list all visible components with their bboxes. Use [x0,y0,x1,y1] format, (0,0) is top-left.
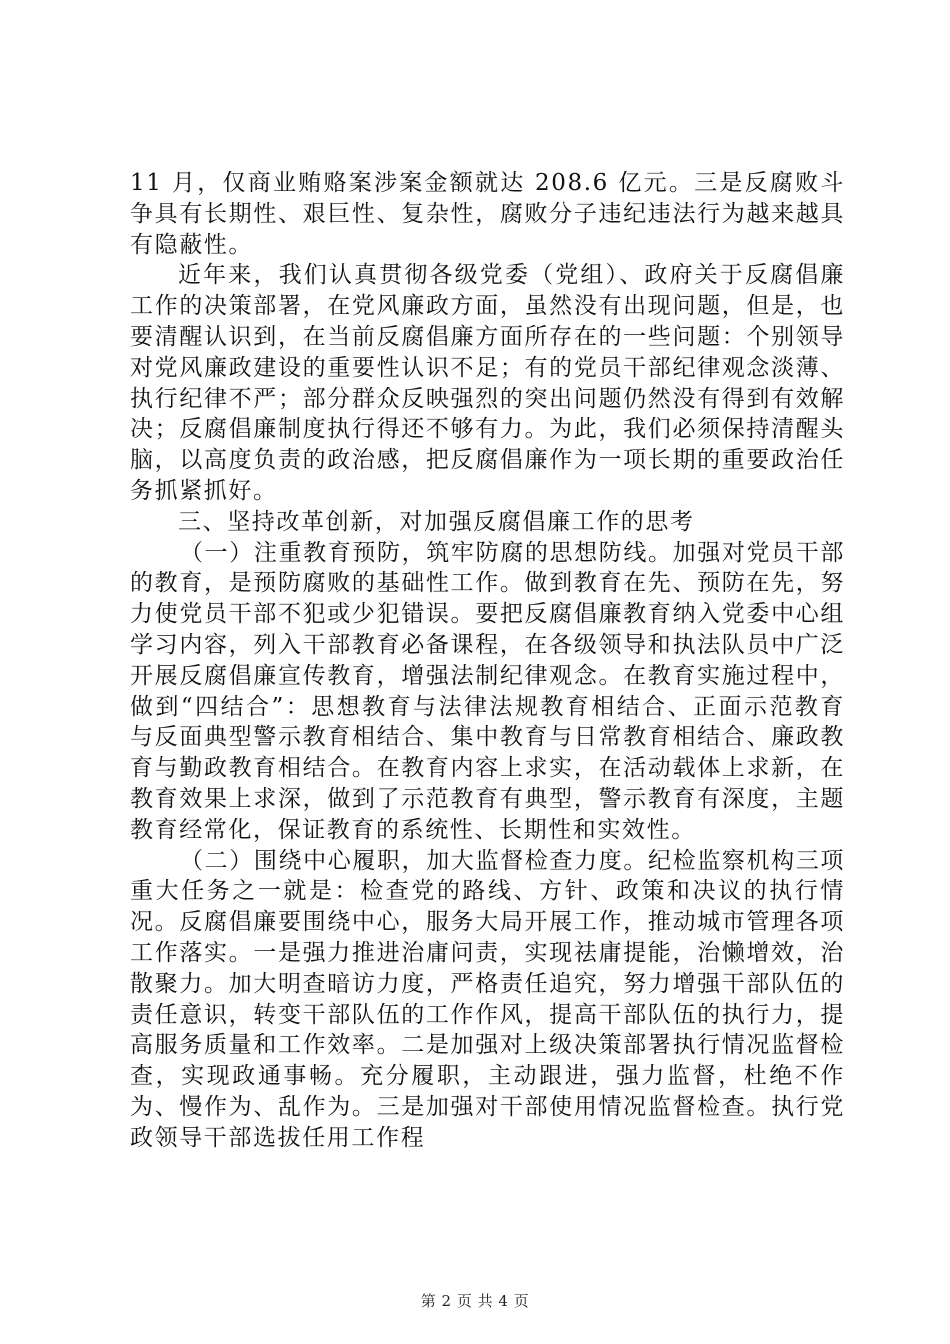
page-footer: 第 2 页 共 4 页 [420,1292,530,1310]
section-heading-three: 三、坚持改革创新，对加强反腐倡廉工作的思考 [178,508,695,535]
paragraph-supervision-inspection: （二）围绕中心履职，加大监督检查力度。纪检监察机构三项重大任务之一就是：检查党的路线、方针、政策和决议的执行情况。反腐倡廉要围绕中心，服务大局开展工作，推动城市管理各项工作落实。一是强力推进治庸问责，实现祛庸提能，治懒增效，治散聚力。加大明查暗访力度，严格责任追究，努力增强干部队伍的责任意识，转变干部队伍的工作作风，提高干部队伍的执行力，提高服务质量和工作效率。二是加强对上级决策部署执行情况监督检查，实现政通事畅。充分履职，主动跟进，强力监督，杜绝不作为、慢作为、乱作为。三是加强对干部使用情况监督检查。执行党政领导干部选拔任用工作程 [130,847,845,1151]
paragraph-education-prevention: （一）注重教育预防，筑牢防腐的思想防线。加强对党员干部的教育，是预防腐败的基础性工作。做到教育在先、预防在先，努力使党员干部不犯或少犯错误。要把反腐倡廉教育纳入党委中心组学习内容，列入干部教育必备课程，在各级领导和执法队员中广泛开展反腐倡廉宣传教育，增强法制纪律观念。在教育实施过程中，做到“四结合”：思想教育与法律法规教育相结合、正面示范教育与反面典型警示教育相结合、集中教育与日常教育相结合、廉政教育与勤政教育相结合。在教育内容上求实，在活动载体上求新，在教育效果上求深，做到了示范教育有典型，警示教育有深度，主题教育经常化，保证教育的系统性、长期性和实效性。 [130,539,845,843]
paragraph-continuation: 11 月，仅商业贿赂案涉案金额就达 208.6 亿元。三是反腐败斗争具有长期性、艰巨性、复杂性，腐败分子违纪违法行为越来越具有隐蔽性。 [130,170,845,258]
paragraph-recent-years: 近年来，我们认真贯彻各级党委（党组）、政府关于反腐倡廉工作的决策部署，在党风廉政方面，虽然没有出现问题，但是，也要清醒认识到，在当前反腐倡廉方面所存在的一些问题：个别领导对党风廉政建设的重要性认识不足；有的党员干部纪律观念淡薄、执行纪律不严；部分群众反映强烈的突出问题仍然没有得到有效解决；反腐倡廉制度执行得还不够有力。为此，我们必须保持清醒头脑，以高度负责的政治感，把反腐倡廉作为一项长期的重要政治任务抓紧抓好。 [130,262,845,504]
document-body [130,168,845,1154]
